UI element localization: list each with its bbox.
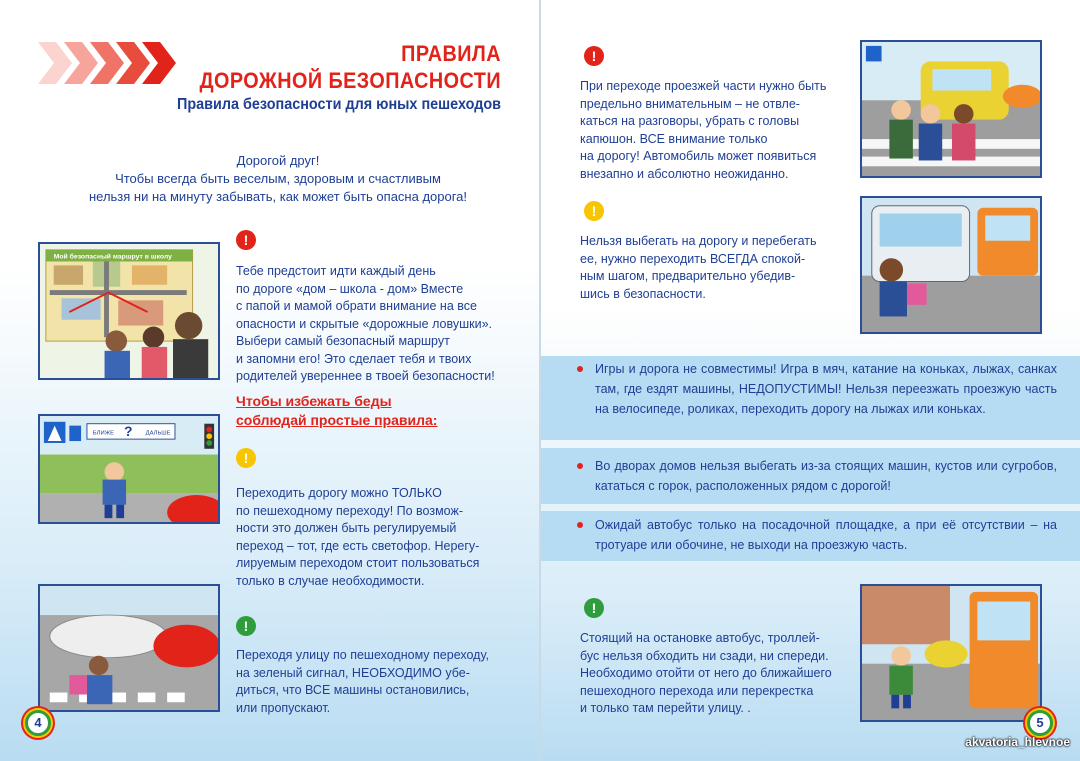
intro-line: Чтобы всегда быть веселым, здоровым и счастливым xyxy=(115,171,441,186)
crossing-sign-illustration xyxy=(38,414,220,524)
text-line: и запомни его! Это сделает тебя и твоих xyxy=(236,351,472,366)
page-number-left: 4 xyxy=(25,710,51,736)
bullet-text: Игры и дорога не совместимы! Игра в мяч, катание на коньках, лыжах, санках там, где ездят машины, НЕДОПУСТИМЫ! Нельзя переезжать проезжую часть на велосипеде, роликах, переходить дорогу на лыжах или коньках. xyxy=(595,362,1057,416)
text-line: с папой и мамой обрати внимание на все xyxy=(236,299,477,313)
text-line: Тебе предстоит идти каждый день xyxy=(236,264,436,278)
bullet-dot-icon xyxy=(577,366,583,372)
sign-near-label: БЛИЖЕ xyxy=(92,430,115,437)
text-line: Выбери самый безопасный маршрут xyxy=(236,334,450,348)
right-page xyxy=(541,0,1080,761)
text-line: Необходимо отойти от него до ближайшего xyxy=(580,666,832,680)
text-line: на дорогу! Автомобиль может появиться xyxy=(580,149,817,163)
title-block xyxy=(141,40,501,114)
text-line: диться, что ВСЕ машины остановились, xyxy=(236,683,470,697)
text-line: шись в безопасности. xyxy=(580,286,706,301)
text-line: капюшон. ВСЕ внимание только xyxy=(580,131,768,146)
text-line: ности это должен быть регулируемый xyxy=(236,521,457,535)
text-line: только в случае необходимости. xyxy=(236,573,425,588)
sign-far-label: ДАЛЬШЕ xyxy=(145,430,171,437)
text-line: внезапно и абсолютно неожиданно. xyxy=(580,166,789,181)
bullet-dot-icon xyxy=(577,463,583,469)
paragraph-crossing xyxy=(236,485,502,590)
sign-question-label: ? xyxy=(124,424,133,440)
warning-yellow-icon: ! xyxy=(584,201,604,221)
intro-line: Дорогой друг! xyxy=(236,153,320,168)
text-line: Переходя улицу по пешеходному переходу, xyxy=(236,648,489,662)
warning-green-icon: ! xyxy=(584,598,604,618)
warning-yellow-icon: ! xyxy=(236,448,256,468)
page-title-line1: ПРАВИЛА xyxy=(401,41,501,66)
text-line: Переходить дорогу можно ТОЛЬКО xyxy=(236,486,442,500)
text-line: Стоящий на остановке автобус, троллей- xyxy=(580,631,820,645)
text-line: и только там перейти улицу. . xyxy=(580,701,751,715)
warning-red-icon: ! xyxy=(584,46,604,66)
bullet-text: Ожидай автобус только на посадочной площадке, а при её отсутствии – на тротуаре или обочине, не выходи на проезжую часть. xyxy=(595,518,1057,552)
text-line: ее, нужно переходить ВСЕГДА спокой- xyxy=(580,251,806,266)
paragraph-route xyxy=(236,263,506,386)
intro-text xyxy=(40,152,516,206)
text-line: лируемым переходом стоит пользоваться xyxy=(236,556,480,570)
text-line: опасности и скрытые «дорожные ловушки». xyxy=(236,316,492,331)
paragraph-green-signal xyxy=(236,647,500,717)
running-boy-illustration xyxy=(860,196,1042,334)
paragraph-bus-stop xyxy=(580,630,842,718)
bullet-item xyxy=(577,515,1057,555)
page-title-line2: ДОРОЖНОЙ БЕЗОПАСНОСТИ xyxy=(199,68,501,93)
text-line: предельно внимательным – не отвле- xyxy=(580,96,800,111)
text-line: Нельзя выбегать на дорогу и перебегать xyxy=(580,234,817,248)
map-caption: Мой безопасный маршрут в школу xyxy=(53,253,172,261)
bullet-dot-icon xyxy=(577,522,583,528)
bus-stop-illustration xyxy=(860,584,1042,722)
text-line: бус нельзя обходить ни сзади, ни спереди. xyxy=(580,648,829,663)
rules-heading-line: соблюдай простые правила: xyxy=(236,412,438,428)
text-line: При переходе проезжей части нужно быть xyxy=(580,79,827,93)
page-number-right: 5 xyxy=(1027,710,1053,736)
watermark: akvatoria_hlevnoe xyxy=(965,735,1070,749)
route-map-illustration xyxy=(38,242,220,380)
text-line: по дороге «дом – школа - дом» Вместе xyxy=(236,281,464,296)
text-line: или пропускают. xyxy=(236,700,331,715)
text-line: ным шагом, предварительно убедив- xyxy=(580,269,796,283)
text-line: на зеленый сигнал, НЕОБХОДИМО убе- xyxy=(236,665,470,680)
paragraph-no-running xyxy=(580,233,842,303)
cars-crossing-illustration xyxy=(38,584,220,712)
bullet-item xyxy=(577,456,1057,496)
text-line: каться на разговоры, убрать с головы xyxy=(580,114,800,128)
rules-heading-line: Чтобы избежать беды xyxy=(236,393,392,409)
text-line: родителей увереннее в твоей безопасности! xyxy=(236,369,495,383)
kids-crossing-illustration xyxy=(860,40,1042,178)
text-line: по пешеходному переходу! По возмож- xyxy=(236,503,464,518)
text-line: переход – тот, где есть светофор. Нерегу- xyxy=(236,538,480,553)
left-page xyxy=(0,0,539,761)
bullet-text: Во дворах домов нельзя выбегать из-за стоящих машин, кустов или сугробов, кататься с горок, расположенных рядом с дорогой! xyxy=(595,459,1057,493)
paragraph-attention xyxy=(580,78,842,183)
intro-line: нельзя ни на минуту забывать, как может быть опасна дорога! xyxy=(88,189,468,204)
bullet-item xyxy=(577,359,1057,419)
warning-green-icon: ! xyxy=(236,616,256,636)
rules-heading xyxy=(236,392,437,430)
page-subtitle: Правила безопасности для юных пешеходов xyxy=(176,96,501,113)
warning-red-icon: ! xyxy=(236,230,256,250)
text-line: пешеходного перехода или перекрестка xyxy=(580,683,814,698)
